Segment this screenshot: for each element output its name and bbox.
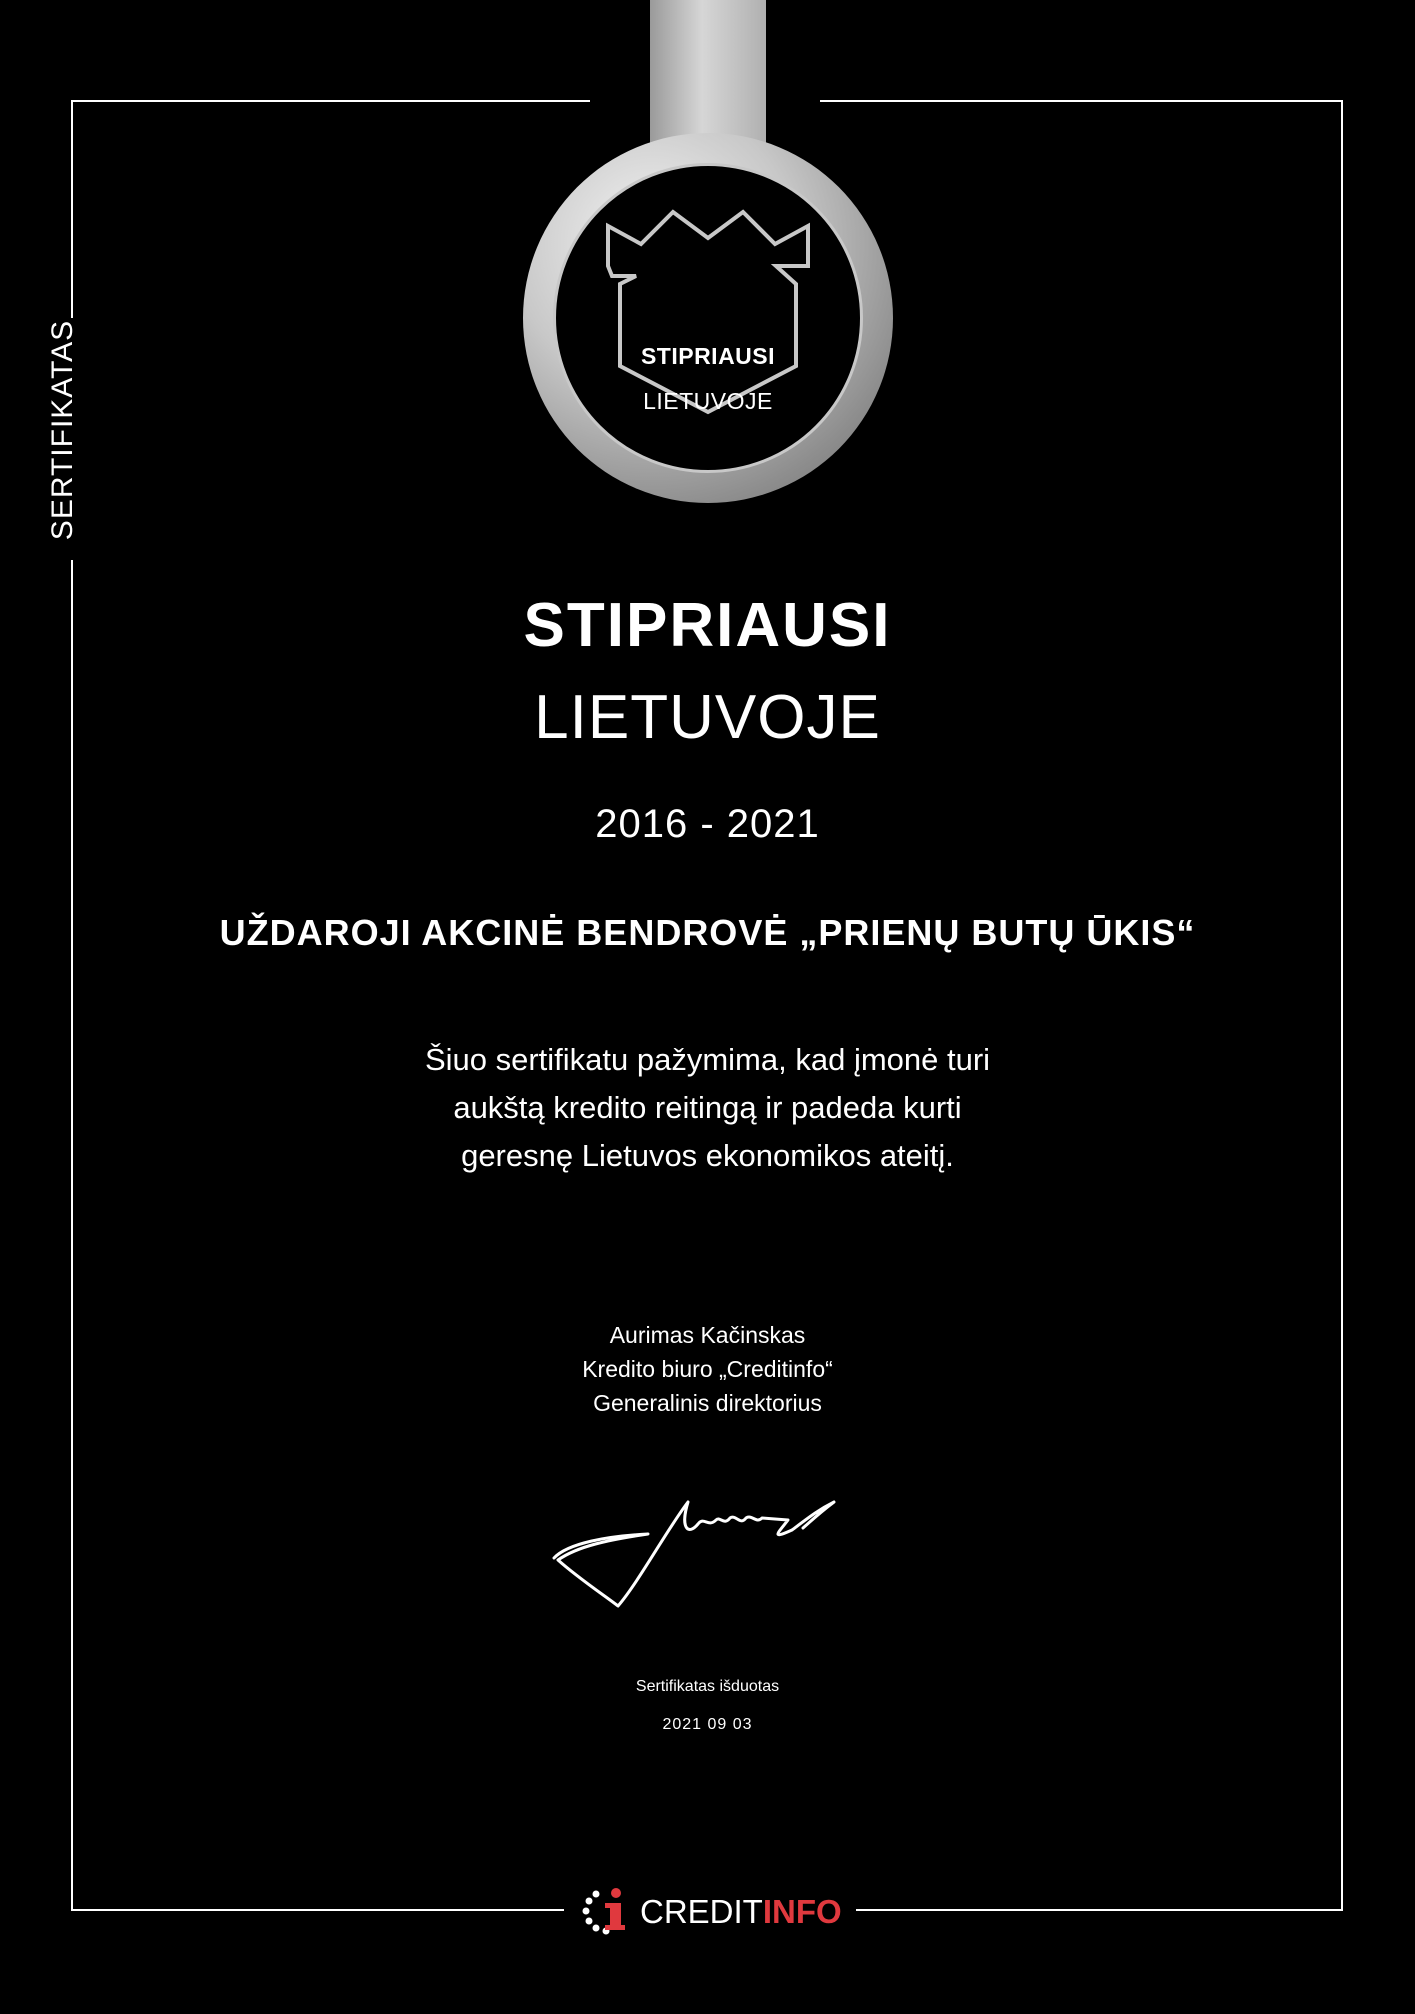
frame-bottom-right-line [856, 1909, 1343, 1911]
issued-label: Sertifikatas išduotas [635, 1678, 780, 1695]
body-text-line: Šiuo sertifikatu pažymima, kad įmonė turi [424, 1042, 991, 1077]
frame-left-upper-line [71, 100, 73, 318]
certificate-title: STIPRIAUSI [523, 591, 892, 660]
medal-subtitle: LIETUVOJE [643, 388, 773, 414]
frame-top-right-line [820, 100, 1343, 102]
medal-ribbon [650, 0, 766, 150]
medal-title: STIPRIAUSI [640, 343, 776, 369]
signatory-role: Generalinis direktorius [593, 1390, 822, 1416]
signatory-name: Aurimas Kačinskas [609, 1322, 806, 1348]
signature-graphic [548, 1488, 868, 1618]
issued-date: 2021 09 03 [662, 1716, 753, 1733]
body-text-line: aukštą kredito reitingą ir padeda kurti [453, 1090, 962, 1125]
medal-inner [553, 163, 863, 473]
logo-text-credit: CREDIT [640, 1893, 763, 1930]
frame-right-line [1341, 100, 1343, 1911]
medal [523, 133, 893, 503]
signatory-organization: Kredito biuro „Creditinfo“ [582, 1356, 833, 1382]
frame-left-lower-line [71, 560, 73, 1911]
creditinfo-logo [578, 1885, 848, 1935]
frame-bottom-left-line [71, 1909, 564, 1911]
side-label: SERTIFIKATAS [46, 319, 79, 541]
certificate-subtitle: LIETUVOJE [534, 683, 881, 752]
frame-top-left-line [71, 100, 590, 102]
crown-shield-icon [556, 166, 860, 470]
years-range: 2016 - 2021 [595, 802, 820, 846]
company-name: UŽDAROJI AKCINĖ BENDROVĖ „PRIENŲ BUTŲ ŪKIS“ [219, 912, 1196, 953]
logo-text-info: INFO [762, 1893, 842, 1930]
body-text-line: geresnę Lietuvos ekonomikos ateitį. [461, 1138, 954, 1173]
creditinfo-logo-icon [578, 1885, 638, 1935]
